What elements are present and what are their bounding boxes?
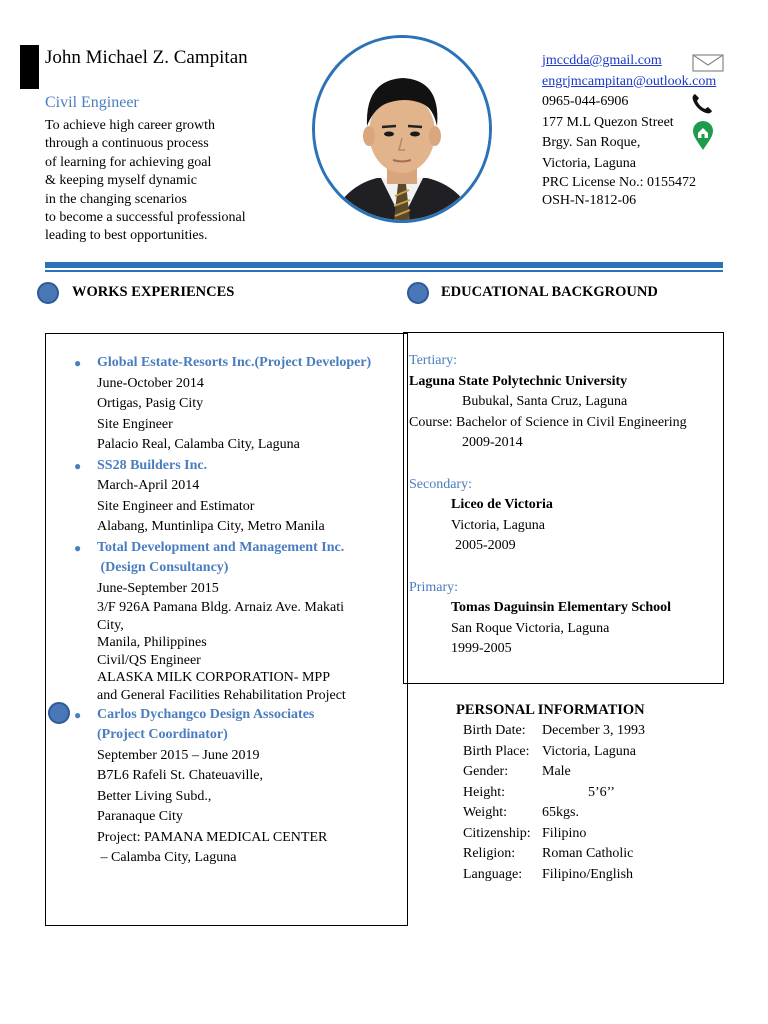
header-accent-bar xyxy=(20,45,39,89)
personal-value: Victoria, Laguna xyxy=(542,743,637,759)
work-detail: June-October 2014 xyxy=(97,375,204,391)
edu-level-label: Primary: xyxy=(409,579,458,595)
personal-value: 5’6’’ xyxy=(588,784,615,800)
objective-line: of learning for achieving goal xyxy=(45,154,212,170)
course: Course: Bachelor of Science in Civil Engineering xyxy=(409,414,687,430)
work-detail: and General Facilities Rehabilitation Project xyxy=(97,687,346,703)
work-section-bullet xyxy=(37,282,59,304)
school-name: Tomas Daguinsin Elementary School xyxy=(451,600,672,615)
contact-info xyxy=(542,51,716,210)
school-name: Liceo de Victoria xyxy=(451,497,553,512)
profile-photo-illustration xyxy=(315,38,489,220)
osh-number: OSH-N-1812-06 xyxy=(542,193,637,208)
personal-row xyxy=(463,762,645,783)
edu-level-label: Secondary: xyxy=(409,476,472,492)
work-entry xyxy=(74,353,394,456)
bullet-icon: ● xyxy=(74,356,82,370)
profile-photo xyxy=(312,35,492,223)
objective-line: in the changing scenarios xyxy=(45,191,187,207)
company-name: Carlos Dychangco Design Associates xyxy=(97,706,315,722)
work-detail: Alabang, Muntinlipa City, Metro Manila xyxy=(97,519,325,534)
phone-number: 0965-044-6906 xyxy=(542,94,629,109)
work-detail: June-September 2015 xyxy=(97,580,219,596)
work-detail: Palacio Real, Calamba City, Laguna xyxy=(97,437,300,452)
email-link-primary[interactable]: jmccdda@gmail.com xyxy=(542,53,662,68)
objective-line: & keeping myself dynamic xyxy=(45,173,198,189)
personal-label: Birth Place: xyxy=(463,743,530,759)
company-name: Total Development and Management Inc. xyxy=(97,539,345,555)
personal-label: Religion: xyxy=(463,846,516,861)
personal-value: Filipino/English xyxy=(542,866,634,882)
work-detail: September 2015 – June 2019 xyxy=(97,747,260,763)
header-divider xyxy=(45,262,723,268)
address-line: Brgy. San Roque, xyxy=(542,135,641,150)
personal-value: December 3, 1993 xyxy=(542,723,646,738)
bullet-icon: ● xyxy=(74,458,82,473)
company-role: (Project Coordinator) xyxy=(97,727,228,743)
personal-value: Filipino xyxy=(542,825,587,841)
objective-line: to become a successful professional xyxy=(45,210,246,226)
school-years: 1999-2005 xyxy=(451,641,512,656)
personal-label: Language: xyxy=(463,866,523,882)
personal-value: Male xyxy=(542,764,571,779)
work-entry xyxy=(74,538,394,705)
personal-value: Roman Catholic xyxy=(542,846,634,861)
edu-level-label: Tertiary: xyxy=(409,353,457,368)
work-detail: B7L6 Rafeli St. Chateuaville, xyxy=(97,768,264,784)
school-location: Bubukal, Santa Cruz, Laguna xyxy=(462,394,628,409)
work-detail: Ortigas, Pasig City xyxy=(97,396,204,411)
personal-row xyxy=(463,865,645,886)
education-list xyxy=(409,351,687,660)
personal-value: 65kgs. xyxy=(542,805,579,820)
work-section-heading: WORKS EXPERIENCES xyxy=(72,284,235,300)
work-detail: Site Engineer xyxy=(97,416,173,432)
edu-section-bullet xyxy=(407,282,429,304)
personal-row xyxy=(463,742,645,763)
work-detail: – Calamba City, Laguna xyxy=(97,850,237,866)
school-years: 2005-2009 xyxy=(455,538,516,553)
mail-icon xyxy=(692,54,724,72)
prc-license: PRC License No.: 0155472 xyxy=(542,175,696,190)
school-name: Laguna State Polytechnic University xyxy=(409,373,628,389)
work-detail: March-April 2014 xyxy=(97,478,200,493)
work-entry xyxy=(74,456,394,538)
work-detail: Project: PAMANA MEDICAL CENTER xyxy=(97,829,328,845)
work-detail: Better Living Subd., xyxy=(97,788,212,804)
personal-row xyxy=(463,824,645,845)
address-line: Victoria, Laguna xyxy=(542,155,637,171)
candidate-name: John Michael Z. Campitan xyxy=(45,47,248,68)
personal-label: Birth Date: xyxy=(463,723,526,738)
personal-label: Gender: xyxy=(463,764,509,779)
objective-line: leading to best opportunities. xyxy=(45,228,208,244)
email-link-secondary[interactable]: engrjmcampitan@outlook.com xyxy=(542,73,717,89)
personal-label: Weight: xyxy=(463,805,507,820)
personal-row xyxy=(463,783,645,804)
personal-info-table xyxy=(463,721,645,885)
school-location: San Roque Victoria, Laguna xyxy=(451,620,610,636)
personal-row xyxy=(463,721,645,742)
address-line: 177 M.L Quezon Street xyxy=(542,114,674,130)
personal-label: Citizenship: xyxy=(463,825,531,841)
personal-row xyxy=(463,803,645,824)
home-location-icon xyxy=(692,121,714,151)
personal-label: Height: xyxy=(463,784,505,800)
school-years: 2009-2014 xyxy=(462,435,523,450)
personal-info-heading: PERSONAL INFORMATION xyxy=(456,702,645,718)
work-detail: Civil/QS Engineer xyxy=(97,652,201,668)
edu-section-heading: EDUCATIONAL BACKGROUND xyxy=(441,284,658,300)
company-role: (Design Consultancy) xyxy=(97,560,229,575)
personal-row xyxy=(463,844,645,865)
decorative-dot xyxy=(48,702,70,724)
education-box-inner-rule xyxy=(407,332,408,684)
phone-icon xyxy=(690,92,714,116)
career-objective xyxy=(45,117,246,246)
work-detail: 3/F 926A Pamana Bldg. Arnaiz Ave. Makati xyxy=(97,600,345,615)
objective-line: through a continuous process xyxy=(45,136,209,152)
work-detail: City, xyxy=(97,617,124,633)
school-location: Victoria, Laguna xyxy=(451,517,546,533)
work-entry xyxy=(74,705,394,869)
work-detail: Site Engineer and Estimator xyxy=(97,498,255,514)
company-name: Global Estate-Resorts Inc.(Project Developer) xyxy=(97,355,372,370)
work-experience-list xyxy=(74,353,394,869)
work-detail: ALASKA MILK CORPORATION- MPP xyxy=(97,670,330,686)
objective-line: To achieve high career growth xyxy=(45,118,216,133)
work-detail: Manila, Philippines xyxy=(97,635,207,651)
company-name: SS28 Builders Inc. xyxy=(97,457,208,473)
job-title: Civil Engineer xyxy=(45,94,139,111)
work-detail: Paranaque City xyxy=(97,809,183,825)
bullet-icon: ● xyxy=(74,707,82,722)
header-divider-thin xyxy=(45,270,723,272)
bullet-icon: ● xyxy=(74,540,82,555)
